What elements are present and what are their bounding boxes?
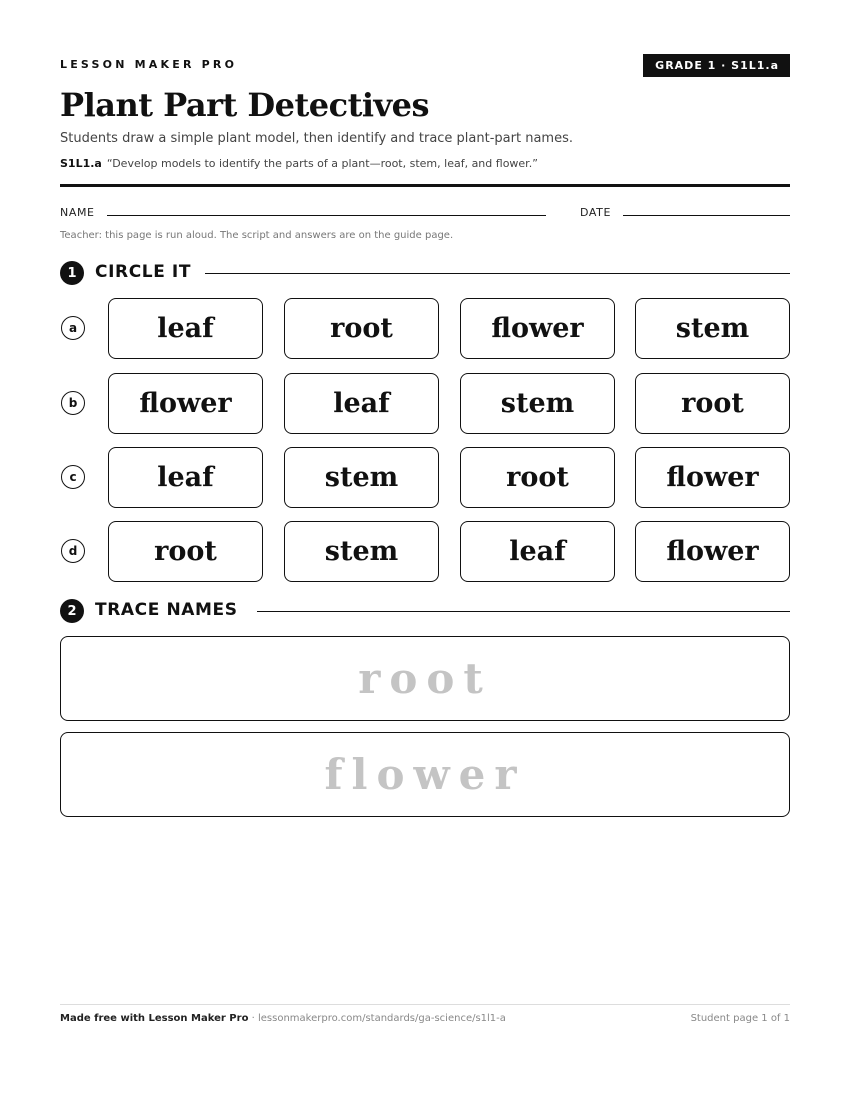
grade-standard-badge: GRADE 1 · S1L1.a (643, 54, 790, 77)
footer-url[interactable]: lessonmakerpro.com/standards/ga-science/s1l1-a (257, 1013, 506, 1024)
name-label: NAME (60, 206, 95, 219)
section-rule (257, 611, 790, 612)
row-letter-a: a (61, 316, 85, 340)
section-number-badge: 1 (60, 261, 84, 285)
word-option[interactable]: leaf (284, 373, 439, 434)
word-option[interactable]: root (460, 447, 615, 508)
word-option[interactable]: flower (108, 373, 263, 434)
section-title: CIRCLE IT (95, 262, 192, 282)
footer-divider (60, 1004, 790, 1005)
word-option[interactable]: root (635, 373, 790, 434)
word-option[interactable]: stem (460, 373, 615, 434)
word-option[interactable]: stem (635, 298, 790, 359)
date-label: DATE (580, 206, 612, 219)
standard-line (60, 157, 538, 170)
footer-brand: Made free with Lesson Maker Pro (60, 1013, 249, 1024)
footer-separator: · (248, 1013, 258, 1024)
header-divider (60, 184, 790, 187)
word-option[interactable]: leaf (460, 521, 615, 582)
trace-box[interactable] (60, 732, 790, 817)
row-letter-c: c (61, 465, 85, 489)
word-option[interactable]: root (284, 298, 439, 359)
teacher-note: Teacher: this page is run aloud. The script and answers are on the guide page. (60, 230, 454, 241)
word-option[interactable]: stem (284, 447, 439, 508)
row-letter-d: d (61, 539, 85, 563)
standard-text: “Develop models to identify the parts of a plant—root, stem, leaf, and flower.” (106, 157, 538, 170)
word-option[interactable]: flower (635, 447, 790, 508)
section-rule (205, 273, 790, 274)
word-option[interactable]: flower (460, 298, 615, 359)
trace-word: root (358, 653, 492, 703)
word-option[interactable]: stem (284, 521, 439, 582)
page-title: Plant Part Detectives (60, 86, 429, 124)
word-option[interactable]: leaf (108, 298, 263, 359)
word-option[interactable]: root (108, 521, 263, 582)
section-number-badge: 2 (60, 599, 84, 623)
brand-label: LESSON MAKER PRO (60, 58, 238, 71)
trace-word: flower (324, 749, 526, 799)
word-option[interactable]: flower (635, 521, 790, 582)
date-field[interactable] (623, 215, 790, 216)
word-option[interactable]: leaf (108, 447, 263, 508)
name-field[interactable] (107, 215, 546, 216)
trace-box[interactable] (60, 636, 790, 721)
section-title: TRACE NAMES (95, 600, 238, 620)
row-letter-b: b (61, 391, 85, 415)
page-subtitle: Students draw a simple plant model, then identify and trace plant-part names. (60, 131, 573, 146)
footer-page-number: Student page 1 of 1 (690, 1013, 790, 1024)
standard-code: S1L1.a (60, 157, 102, 170)
footer-credit (60, 1013, 506, 1024)
section-trace-names-heading (60, 599, 790, 623)
section-circle-it-heading (60, 261, 790, 285)
